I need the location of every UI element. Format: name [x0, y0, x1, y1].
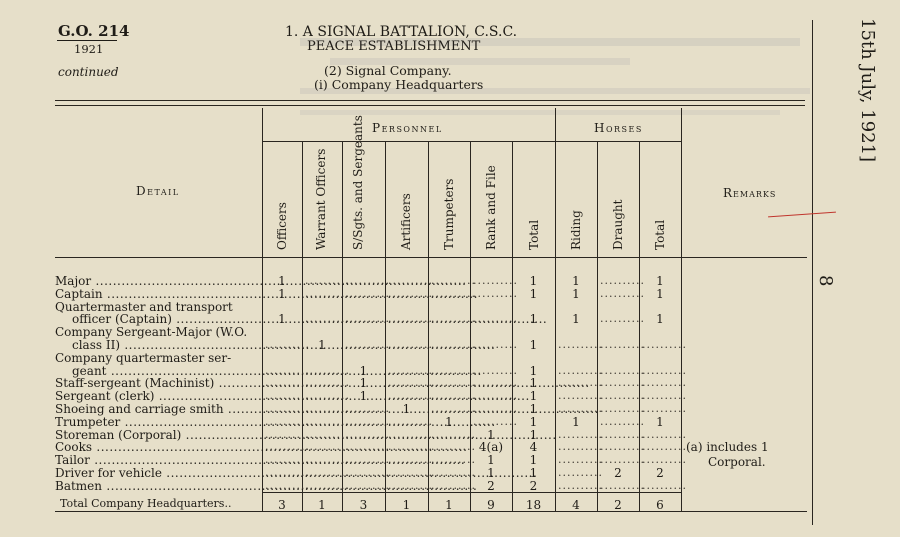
dot-leader: ..........: [558, 466, 603, 479]
dot-leader: ..........: [431, 312, 476, 326]
row-label: Company Sergeant-Major (W.O.: [55, 325, 248, 340]
total-cell: 1: [445, 498, 453, 512]
table-cell: 1: [529, 274, 538, 288]
dot-leader: ..........: [388, 389, 433, 403]
table-cell: 1: [572, 312, 580, 327]
dot-leader: ..........: [265, 440, 310, 454]
personnel-header: Personnel: [372, 121, 443, 135]
total-cell: 1: [402, 498, 411, 512]
dot-leader: ..........: [305, 363, 350, 377]
dot-leader: ..........: [345, 453, 390, 467]
table-cell: 1: [656, 274, 664, 288]
dot-leader: ..........: [431, 402, 476, 415]
dot-leader: ..........: [600, 286, 645, 300]
grid-vline: [555, 108, 556, 511]
dot-leader: ..........: [431, 389, 476, 403]
row-label: Sergeant (clerk) .....: [55, 390, 262, 402]
row-label: geant .....: [72, 365, 279, 377]
remark-line: (a) includes 1: [686, 440, 769, 454]
total-label: Total Company Headquarters..: [60, 497, 232, 510]
dot-leader: ..........: [265, 466, 310, 479]
table-cell: 1: [359, 376, 368, 391]
table-cell: 4: [529, 440, 538, 455]
row-label: Staff-sergeant (Machinist) .....: [55, 377, 262, 389]
table-cell: 1: [487, 427, 495, 442]
table-cell: 1: [318, 338, 326, 352]
dot-leader: ..........: [558, 478, 603, 492]
row-label: Major .....: [55, 275, 262, 287]
document-title: 1. A SIGNAL BATTALION, C.S.C.: [285, 24, 518, 40]
dot-leader: ..........: [345, 312, 390, 326]
row-label: class II) .....: [72, 339, 279, 351]
dot-leader: ..........: [431, 466, 476, 479]
dot-leader: ..........: [305, 466, 350, 479]
dot-leader: ..........: [305, 440, 350, 454]
continued-label: continued: [58, 65, 119, 79]
dot-leader: ..........: [388, 453, 433, 467]
table-cell: 1: [529, 363, 538, 378]
dot-leader: ..........: [265, 453, 310, 467]
dot-leader: ..........: [431, 376, 476, 390]
col-header-draught: Draught: [611, 199, 625, 250]
margin-rule: [812, 20, 813, 525]
table-cell: 1: [487, 453, 495, 468]
dot-leader: ..........: [305, 274, 350, 287]
table-cell: 1: [572, 414, 580, 429]
table-cell: 1: [359, 389, 368, 404]
dot-leader: ..........: [305, 478, 350, 492]
dot-leader: ..........: [558, 363, 603, 377]
dot-leader: ..........: [305, 286, 350, 300]
table-cell: 1: [572, 274, 580, 288]
dot-leader: ..........: [388, 466, 433, 479]
table-cell: 2: [614, 466, 622, 480]
table-cell: 1: [529, 286, 538, 301]
dot-leader: ..........: [558, 427, 603, 441]
table-cell: 1: [278, 312, 286, 327]
row-label: Company quartermaster ser-: [55, 350, 232, 365]
horses-header: Horses: [594, 121, 643, 135]
dot-leader: ..........: [642, 363, 687, 377]
dot-leader: ..........: [388, 376, 433, 390]
col-header-total: Total: [527, 219, 541, 250]
table-cell: 1: [278, 274, 286, 288]
dot-leader: ..........: [265, 414, 310, 428]
dot-leader: ..........: [388, 274, 433, 287]
table-cell: 2: [487, 478, 495, 493]
dot-leader: ..........: [558, 389, 603, 403]
dot-leader: ..........: [600, 402, 645, 415]
dot-leader: ..........: [558, 376, 603, 390]
dot-leader: ..........: [345, 414, 390, 428]
dot-leader: ..........: [600, 338, 645, 351]
total-cell: 2: [614, 498, 622, 512]
go-year: 1921: [74, 42, 104, 56]
row-label: Batmen .....: [55, 480, 262, 492]
top-rule-1: [55, 100, 805, 101]
bottom-rule: [55, 511, 807, 512]
dot-leader: ..........: [345, 478, 390, 492]
table-cell: 4(a): [478, 440, 504, 455]
dot-leader: ..........: [345, 402, 390, 415]
dot-leader: ..........: [473, 338, 518, 351]
row-label: Storeman (Corporal) .....: [55, 429, 262, 441]
dot-leader: ..........: [388, 338, 433, 351]
dot-leader: ..........: [305, 414, 350, 428]
col-header-horses-total: Total: [653, 219, 667, 250]
row-label: Driver for vehicle .....: [55, 467, 262, 479]
dot-leader: ..........: [473, 389, 518, 403]
dot-leader: ..........: [431, 427, 476, 441]
dot-leader: ..........: [431, 286, 476, 300]
total-cell: 3: [278, 498, 286, 512]
table-cell: 1: [529, 389, 538, 404]
dot-leader: ..........: [600, 389, 645, 403]
dot-leader: ..........: [600, 312, 645, 326]
dot-leader: ..........: [265, 478, 310, 492]
dot-leader: ..........: [388, 363, 433, 377]
table-cell: 1: [278, 286, 286, 301]
dot-leader: ..........: [345, 427, 390, 441]
dot-leader: ..........: [345, 286, 390, 300]
dot-leader: ..........: [600, 363, 645, 377]
dot-leader: ..........: [345, 274, 390, 287]
table-cell: 1: [445, 414, 453, 429]
dot-leader: ..........: [305, 312, 350, 326]
table-cell: 1: [529, 414, 538, 429]
red-pen-mark: [768, 212, 836, 218]
dot-leader: ..........: [345, 466, 390, 479]
table-cell: 1: [656, 414, 664, 429]
remarks-header: Remarks: [723, 186, 777, 200]
col-header-officers: Officers: [275, 202, 289, 250]
total-cell: 3: [359, 498, 368, 512]
col-header-warrant-officers: Warrant Officers: [314, 148, 328, 250]
col-header-artificers: Artificers: [399, 193, 413, 250]
dot-leader: ..........: [642, 338, 687, 351]
table-cell: 1: [572, 286, 580, 301]
table-cell: 1: [529, 376, 538, 391]
row-label: Trumpeter .....: [55, 416, 262, 428]
col-header-sergeants: S/Sgts. and Sergeants: [351, 115, 365, 250]
col-header-rank-and-file: Rank and File: [484, 165, 498, 250]
dot-leader: ..........: [265, 389, 310, 403]
table-cell: 1: [656, 286, 664, 301]
table-cell: 1: [359, 363, 368, 378]
side-date: 15th July, 1921]: [857, 18, 878, 163]
dot-leader: ..........: [305, 376, 350, 390]
dot-leader: ..........: [431, 453, 476, 467]
dot-leader: ..........: [600, 440, 645, 454]
dot-leader: ..........: [600, 414, 645, 428]
dot-leader: ..........: [642, 402, 687, 415]
page-number: 8: [815, 275, 836, 287]
dot-leader: ..........: [558, 338, 603, 351]
total-cell: 1: [318, 498, 326, 512]
dot-leader: ..........: [600, 478, 645, 492]
go-rule: [57, 40, 117, 41]
go-number: G.O. 214: [58, 22, 130, 40]
dot-leader: ..........: [265, 427, 310, 441]
dot-leader: ..........: [388, 478, 433, 492]
dot-leader: ..........: [345, 440, 390, 454]
group-rule: [262, 141, 681, 142]
row-label: Cooks .....: [55, 441, 262, 453]
dot-leader: ..........: [265, 363, 310, 377]
dot-leader: ..........: [600, 427, 645, 441]
header-rule: [55, 257, 807, 258]
dot-leader: ..........: [305, 453, 350, 467]
dot-leader: ..........: [642, 389, 687, 403]
dot-leader: ..........: [642, 453, 687, 467]
dot-leader: ..........: [600, 453, 645, 467]
dot-leader: ..........: [558, 440, 603, 454]
row-label: Shoeing and carriage smith .....: [55, 403, 262, 415]
document-subtitle: PEACE ESTABLISHMENT: [307, 39, 481, 54]
total-cell: 6: [656, 498, 664, 512]
dot-leader: ..........: [558, 453, 603, 467]
dot-leader: ..........: [642, 427, 687, 441]
dot-leader: ..........: [431, 363, 476, 377]
dot-leader: ..........: [473, 363, 518, 377]
table-cell: 1: [402, 402, 411, 416]
dot-leader: ..........: [642, 440, 687, 454]
row-label: Tailor .....: [55, 454, 262, 466]
table-cell: 1: [529, 453, 538, 468]
section-title: (2) Signal Company.: [324, 63, 452, 78]
dot-leader: ..........: [305, 427, 350, 441]
dot-leader: ..........: [473, 402, 518, 415]
top-rule-2: [55, 105, 805, 106]
dot-leader: ..........: [431, 274, 476, 287]
dot-leader: ..........: [388, 440, 433, 454]
table-cell: 1: [529, 338, 538, 352]
dot-leader: ..........: [600, 376, 645, 390]
dot-leader: ..........: [473, 414, 518, 428]
remark-line: Corporal.: [708, 455, 766, 469]
dot-leader: ..........: [642, 478, 687, 492]
table-cell: 1: [529, 402, 538, 416]
col-header-trumpeters: Trumpeters: [442, 178, 456, 250]
col-header-riding: Riding: [569, 210, 583, 250]
table-cell: 1: [529, 312, 538, 327]
dot-leader: ..........: [431, 440, 476, 454]
dot-leader: ..........: [388, 286, 433, 300]
dot-leader: ..........: [473, 376, 518, 390]
total-cell: 4: [572, 498, 580, 512]
dot-leader: ..........: [305, 389, 350, 403]
table-cell: 1: [656, 312, 664, 327]
dot-leader: ..........: [265, 402, 310, 415]
total-cell: 9: [487, 498, 495, 512]
table-cell: 1: [487, 466, 495, 480]
table-cell: 1: [529, 427, 538, 442]
table-cell: 2: [656, 466, 664, 480]
dot-leader: ..........: [558, 402, 603, 415]
dot-leader: ..........: [265, 338, 310, 351]
total-cell: 18: [525, 498, 542, 512]
dot-leader: ..........: [431, 338, 476, 351]
dot-leader: ..........: [388, 312, 433, 326]
row-label: officer (Captain) .....: [72, 313, 279, 325]
subsection-title: (i) Company Headquarters: [314, 77, 484, 92]
row-label: Captain .....: [55, 288, 262, 300]
dot-leader: ..........: [431, 478, 476, 492]
dot-leader: ..........: [642, 376, 687, 390]
dot-leader: ..........: [305, 402, 350, 415]
dot-leader: ..........: [345, 338, 390, 351]
dot-leader: ..........: [265, 376, 310, 390]
table-cell: 2: [529, 478, 538, 493]
dot-leader: ..........: [473, 312, 518, 326]
dot-leader: ..........: [388, 414, 433, 428]
dot-leader: ..........: [473, 286, 518, 300]
dot-leader: ..........: [473, 274, 518, 287]
dot-leader: ..........: [600, 274, 645, 287]
row-label: Quartermaster and transport: [55, 299, 233, 314]
table-cell: 1: [529, 466, 538, 480]
detail-header: Detail: [136, 184, 180, 198]
dot-leader: ..........: [388, 427, 433, 441]
